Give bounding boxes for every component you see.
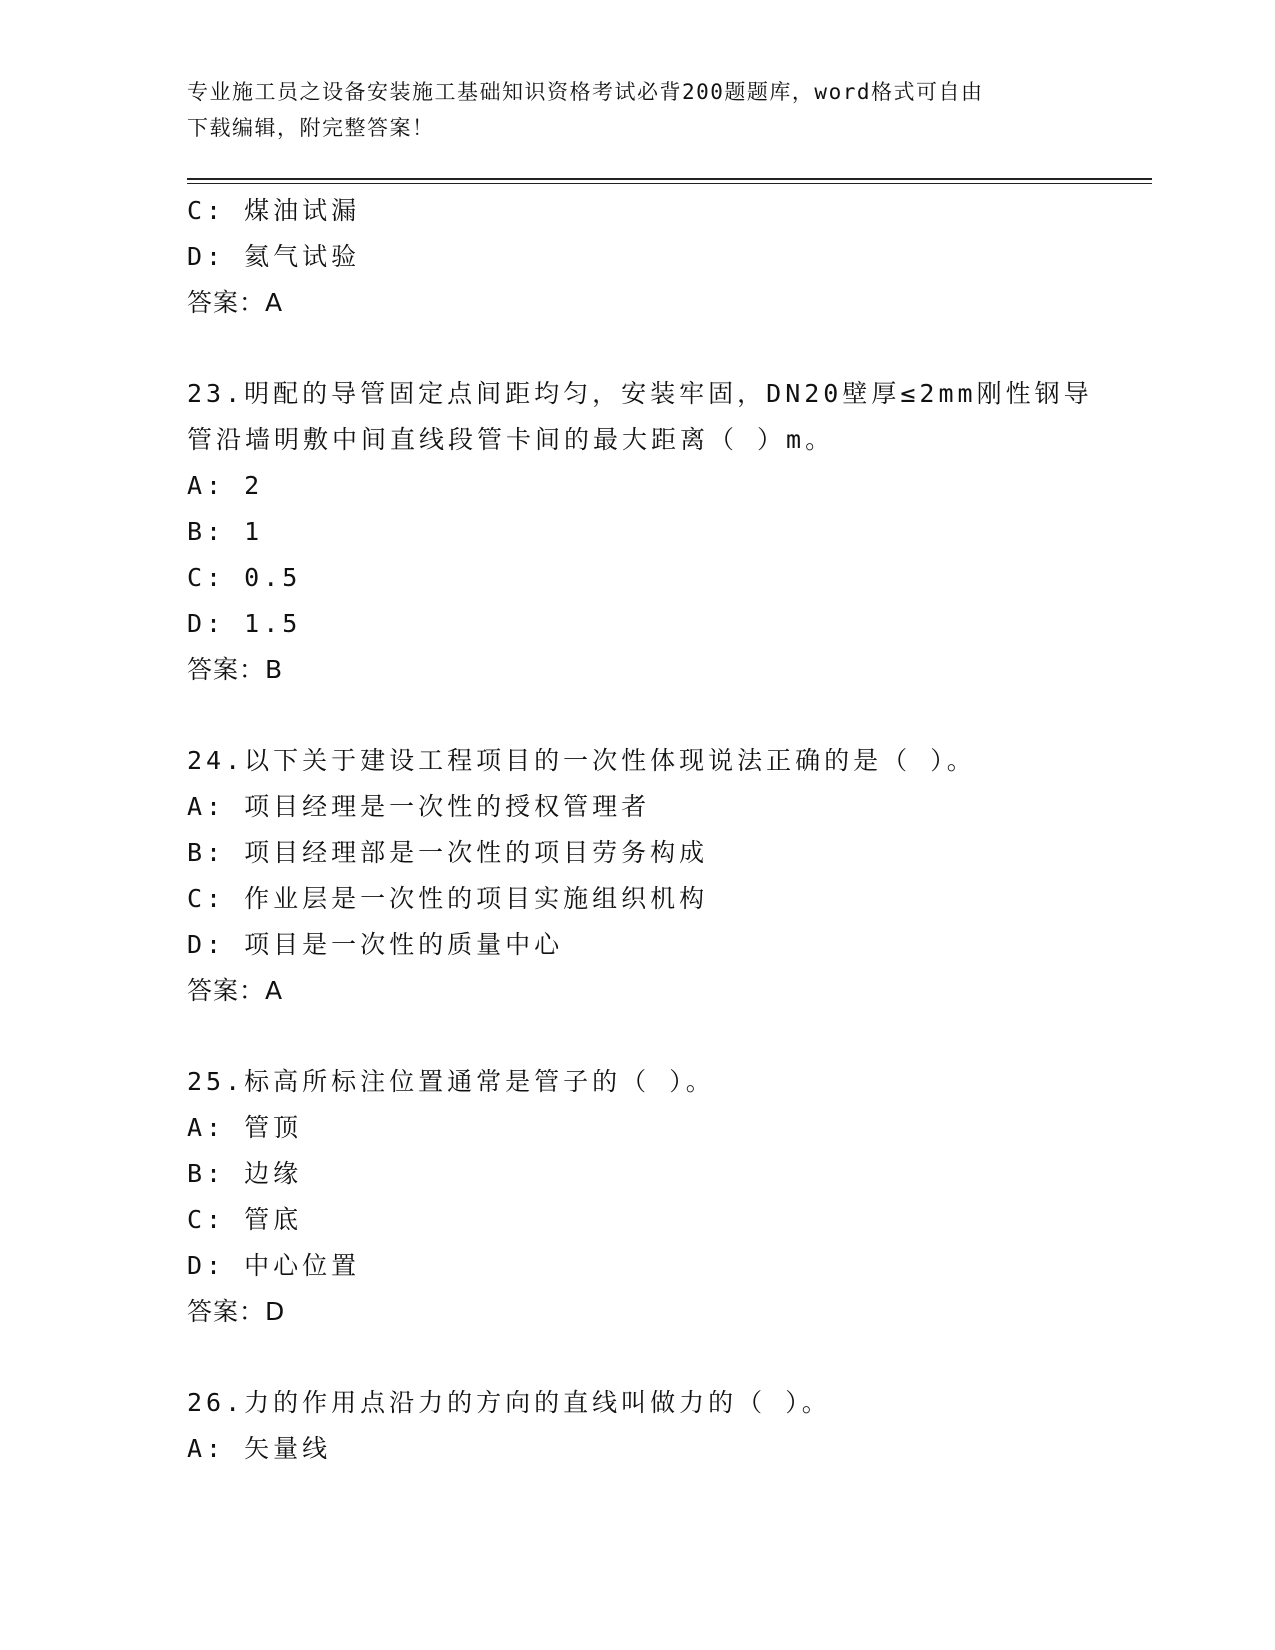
- spacer: [187, 326, 1147, 371]
- option-d: D: 中心位置: [187, 1251, 361, 1280]
- spacer: [187, 1014, 1147, 1059]
- header-line-2: 下载编辑，附完整答案！: [187, 116, 435, 140]
- option-b: B: 边缘: [187, 1159, 303, 1188]
- question-list: [187, 188, 1147, 1472]
- header-line-1: 专业施工员之设备安装施工基础知识资格考试必背200题题库，word格式可自由: [187, 80, 984, 104]
- option-c: C: 0.5: [187, 563, 302, 592]
- spacer: [187, 1335, 1147, 1380]
- question-23: [187, 371, 1147, 693]
- option-d: D: 氦气试验: [187, 242, 361, 271]
- answer: 答案：A: [187, 288, 284, 317]
- option-b: B: 项目经理部是一次性的项目劳务构成: [187, 838, 709, 867]
- option-a: A: 项目经理是一次性的授权管理者: [187, 792, 651, 821]
- header-divider-thin: [187, 183, 1152, 184]
- header-divider-thick: [187, 178, 1152, 180]
- spacer: [187, 693, 1147, 738]
- answer: 答案：D: [187, 1297, 286, 1326]
- question-stem-line-1: 23.明配的导管固定点间距均匀，安装牢固，DN20壁厚≤2mm刚性钢导: [187, 379, 1093, 408]
- question-stem: 25.标高所标注位置通常是管子的（ ）。: [187, 1067, 715, 1096]
- question-stem: 24.以下关于建设工程项目的一次性体现说法正确的是（ ）。: [187, 746, 976, 775]
- question-26: [187, 1380, 1147, 1472]
- option-a: A: 矢量线: [187, 1434, 332, 1463]
- question-25: [187, 1059, 1147, 1335]
- option-a: A: 管顶: [187, 1113, 303, 1142]
- option-b: B: 1: [187, 517, 264, 546]
- option-d: D: 项目是一次性的质量中心: [187, 930, 564, 959]
- question-24: [187, 738, 1147, 1014]
- option-c: C: 作业层是一次性的项目实施组织机构: [187, 884, 709, 913]
- answer: 答案：A: [187, 976, 284, 1005]
- answer: 答案：B: [187, 655, 284, 684]
- option-c: C: 管底: [187, 1205, 303, 1234]
- question-22: [187, 188, 1147, 326]
- option-d: D: 1.5: [187, 609, 302, 638]
- question-stem: 26.力的作用点沿力的方向的直线叫做力的（ ）。: [187, 1388, 831, 1417]
- option-c: C: 煤油试漏: [187, 196, 361, 225]
- document-header: [187, 74, 1067, 146]
- option-a: A: 2: [187, 471, 264, 500]
- question-stem-line-2: 管沿墙明敷中间直线段管卡间的最大距离（ ）m。: [187, 425, 835, 454]
